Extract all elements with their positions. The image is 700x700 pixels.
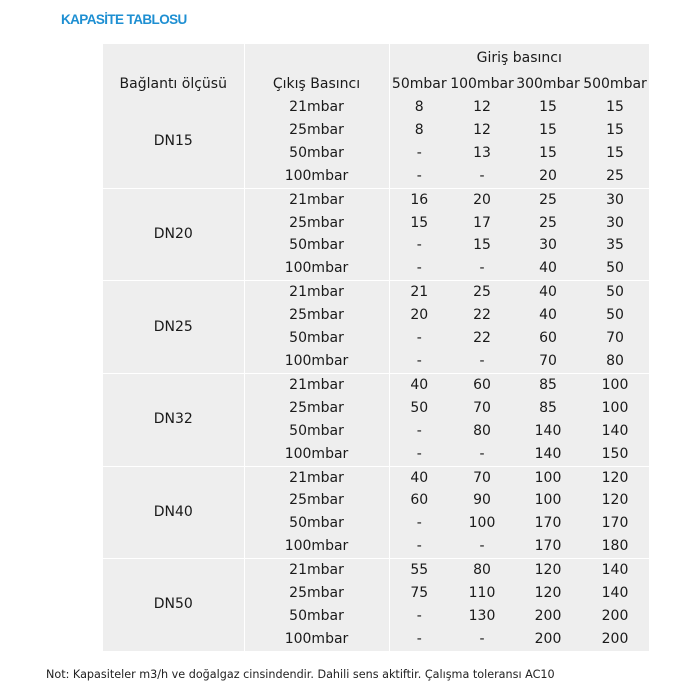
capacity-value-cell: 40 xyxy=(539,284,557,301)
capacity-value-cell: 100 xyxy=(601,376,629,393)
outlet-pressure-cell: 50mbar xyxy=(244,327,389,350)
inlet-col-header: 50mbar xyxy=(391,76,447,92)
outlet-pressure-cell: 21mbar xyxy=(244,96,389,119)
outlet-pressure-cell: 21mbar xyxy=(244,373,389,396)
capacity-value-cell: 20 xyxy=(515,165,581,188)
inlet-col-header: 100mbar xyxy=(450,76,514,92)
capacity-value-cell: 170 xyxy=(534,515,562,532)
capacity-value-cell: 15 xyxy=(473,237,491,254)
capacity-value-cell: 180 xyxy=(581,535,649,558)
connection-size-cell: DN20 xyxy=(103,188,244,281)
outlet-pressure-cell: 50mbar xyxy=(244,512,389,535)
capacity-value-cell: 8 xyxy=(414,99,424,115)
capacity-value-cell: 15 xyxy=(539,144,557,161)
capacity-value-cell: 22 xyxy=(473,330,491,347)
outlet-pressure-cell: 100mbar xyxy=(244,350,389,373)
outlet-pressure-cell: 21mbar xyxy=(244,466,389,489)
page-title: KAPASİTE TABLOSU xyxy=(61,12,187,27)
capacity-value-cell: 40 xyxy=(410,376,429,393)
footnote: Not: Kapasiteler m3/h ve doğalgaz cinsindendir. Dahili sens aktiftir. Çalışma toleransı AC10 xyxy=(46,668,555,681)
capacity-value-cell: - xyxy=(449,443,515,466)
capacity-value-cell: - xyxy=(389,257,449,280)
outlet-pressure-cell: 25mbar xyxy=(244,489,389,512)
capacity-value-cell: 130 xyxy=(468,607,496,624)
capacity-value-cell: 12 xyxy=(473,99,491,115)
outlet-pressure-header: Çıkış Basıncı xyxy=(244,72,389,96)
capacity-value-cell: 30 xyxy=(539,237,557,254)
table-row xyxy=(103,559,649,582)
capacity-table-body xyxy=(103,96,649,651)
table-row xyxy=(103,373,649,396)
capacity-value-cell: 100 xyxy=(468,515,496,532)
outlet-pressure-cell: 25mbar xyxy=(244,397,389,420)
capacity-value-cell: 60 xyxy=(410,492,429,509)
capacity-value-cell: 13 xyxy=(473,144,491,161)
capacity-value-cell: 30 xyxy=(606,214,624,231)
capacity-value-cell: 70 xyxy=(515,350,581,373)
connection-size-cell: DN25 xyxy=(103,281,244,374)
outlet-pressure-cell: 50mbar xyxy=(244,142,389,165)
capacity-value-cell: 140 xyxy=(601,562,629,579)
capacity-value-cell: 120 xyxy=(601,492,629,509)
capacity-value-cell: 22 xyxy=(473,307,491,324)
outlet-pressure-cell: 25mbar xyxy=(244,212,389,235)
capacity-value-cell: - xyxy=(449,257,515,280)
capacity-value-cell: 15 xyxy=(606,121,624,138)
inlet-pressure-header: Giriş basıncı xyxy=(476,50,562,66)
capacity-value-cell: 80 xyxy=(473,562,491,579)
capacity-value-cell: 50 xyxy=(606,307,624,324)
table-row xyxy=(103,96,649,119)
capacity-value-cell: 200 xyxy=(581,628,649,651)
capacity-value-cell: 40 xyxy=(539,307,557,324)
capacity-value-cell: 16 xyxy=(410,191,429,208)
outlet-pressure-cell: 100mbar xyxy=(244,628,389,651)
capacity-value-cell: 100 xyxy=(601,399,629,416)
outlet-pressure-cell: 21mbar xyxy=(244,188,389,211)
capacity-value-cell: 50 xyxy=(606,284,624,301)
capacity-value-cell: 25 xyxy=(539,214,557,231)
outlet-pressure-cell: 25mbar xyxy=(244,582,389,605)
connection-size-cell: DN50 xyxy=(103,559,244,652)
capacity-value-cell: 60 xyxy=(539,330,557,347)
capacity-value-cell: 120 xyxy=(534,585,562,602)
capacity-value-cell: 50 xyxy=(410,399,429,416)
capacity-value-cell: - xyxy=(389,535,449,558)
capacity-value-cell: 200 xyxy=(601,607,629,624)
capacity-value-cell: 17 xyxy=(473,214,491,231)
capacity-value-cell: 40 xyxy=(410,469,429,486)
capacity-table xyxy=(103,44,649,652)
outlet-pressure-cell: 100mbar xyxy=(244,535,389,558)
capacity-value-cell: - xyxy=(389,443,449,466)
capacity-value-cell: 15 xyxy=(606,144,624,161)
capacity-value-cell: 15 xyxy=(606,99,624,115)
capacity-value-cell: 70 xyxy=(473,469,491,486)
outlet-pressure-cell: 50mbar xyxy=(244,234,389,257)
capacity-value-cell: - xyxy=(449,535,515,558)
capacity-value-cell: 170 xyxy=(515,535,581,558)
connection-size-cell: DN15 xyxy=(103,96,244,188)
capacity-value-cell: - xyxy=(416,144,422,161)
capacity-value-cell: - xyxy=(416,237,422,254)
capacity-value-cell: 200 xyxy=(515,628,581,651)
outlet-pressure-cell: 25mbar xyxy=(244,119,389,142)
capacity-value-cell: 15 xyxy=(539,121,557,138)
table-row xyxy=(103,466,649,489)
outlet-pressure-cell: 21mbar xyxy=(244,559,389,582)
capacity-value-cell: - xyxy=(416,422,422,439)
capacity-value-cell: 15 xyxy=(410,214,429,231)
capacity-value-cell: - xyxy=(416,607,422,624)
connection-size-cell: DN32 xyxy=(103,373,244,466)
capacity-value-cell: 25 xyxy=(473,284,491,301)
capacity-value-cell: 25 xyxy=(539,191,557,208)
outlet-pressure-cell: 25mbar xyxy=(244,304,389,327)
capacity-value-cell: 140 xyxy=(601,422,629,439)
connection-size-cell: DN40 xyxy=(103,466,244,559)
capacity-value-cell: 25 xyxy=(581,165,649,188)
inlet-col-header: 500mbar xyxy=(583,76,647,92)
capacity-value-cell: 70 xyxy=(473,399,491,416)
capacity-value-cell: 100 xyxy=(534,492,562,509)
inlet-col-header: 300mbar xyxy=(516,76,580,92)
capacity-value-cell: - xyxy=(389,350,449,373)
capacity-value-cell: 75 xyxy=(410,585,429,602)
capacity-value-cell: 35 xyxy=(606,237,624,254)
capacity-value-cell: 140 xyxy=(601,585,629,602)
capacity-value-cell: 170 xyxy=(601,515,629,532)
capacity-value-cell: - xyxy=(389,165,449,188)
capacity-value-cell: 110 xyxy=(468,585,496,602)
outlet-pressure-cell: 50mbar xyxy=(244,605,389,628)
capacity-value-cell: 140 xyxy=(515,443,581,466)
capacity-value-cell: 85 xyxy=(539,399,557,416)
capacity-value-cell: 100 xyxy=(534,469,562,486)
table-row xyxy=(103,281,649,304)
capacity-value-cell: 60 xyxy=(473,376,491,393)
outlet-pressure-cell: 100mbar xyxy=(244,165,389,188)
outlet-header-spacer xyxy=(244,44,389,72)
capacity-value-cell: - xyxy=(416,515,422,532)
capacity-value-cell: 120 xyxy=(601,469,629,486)
outlet-pressure-cell: 21mbar xyxy=(244,281,389,304)
capacity-value-cell: 150 xyxy=(581,443,649,466)
outlet-pressure-cell: 50mbar xyxy=(244,420,389,443)
capacity-value-cell: - xyxy=(449,350,515,373)
capacity-value-cell: - xyxy=(416,330,422,347)
capacity-value-cell: 140 xyxy=(534,422,562,439)
size-header-spacer xyxy=(103,44,244,72)
capacity-value-cell: 50 xyxy=(581,257,649,280)
capacity-value-cell: 12 xyxy=(473,121,491,138)
capacity-value-cell: 70 xyxy=(606,330,624,347)
capacity-value-cell: 30 xyxy=(606,191,624,208)
capacity-value-cell: 80 xyxy=(473,422,491,439)
capacity-value-cell: 80 xyxy=(581,350,649,373)
capacity-value-cell: - xyxy=(449,165,515,188)
capacity-value-cell: 85 xyxy=(539,376,557,393)
capacity-value-cell: 40 xyxy=(515,257,581,280)
capacity-value-cell: 8 xyxy=(414,121,424,138)
capacity-value-cell: 200 xyxy=(534,607,562,624)
table-row xyxy=(103,188,649,211)
capacity-value-cell: 120 xyxy=(534,562,562,579)
capacity-value-cell: 55 xyxy=(410,562,429,579)
capacity-value-cell: 20 xyxy=(410,307,429,324)
capacity-value-cell: - xyxy=(449,628,515,651)
capacity-value-cell: - xyxy=(389,628,449,651)
capacity-value-cell: 21 xyxy=(410,284,429,301)
capacity-value-cell: 20 xyxy=(473,191,491,208)
capacity-value-cell: 90 xyxy=(473,492,491,509)
connection-size-header: Bağlantı ölçüsü xyxy=(103,72,244,96)
outlet-pressure-cell: 100mbar xyxy=(244,257,389,280)
capacity-value-cell: 15 xyxy=(539,99,557,115)
outlet-pressure-cell: 100mbar xyxy=(244,443,389,466)
